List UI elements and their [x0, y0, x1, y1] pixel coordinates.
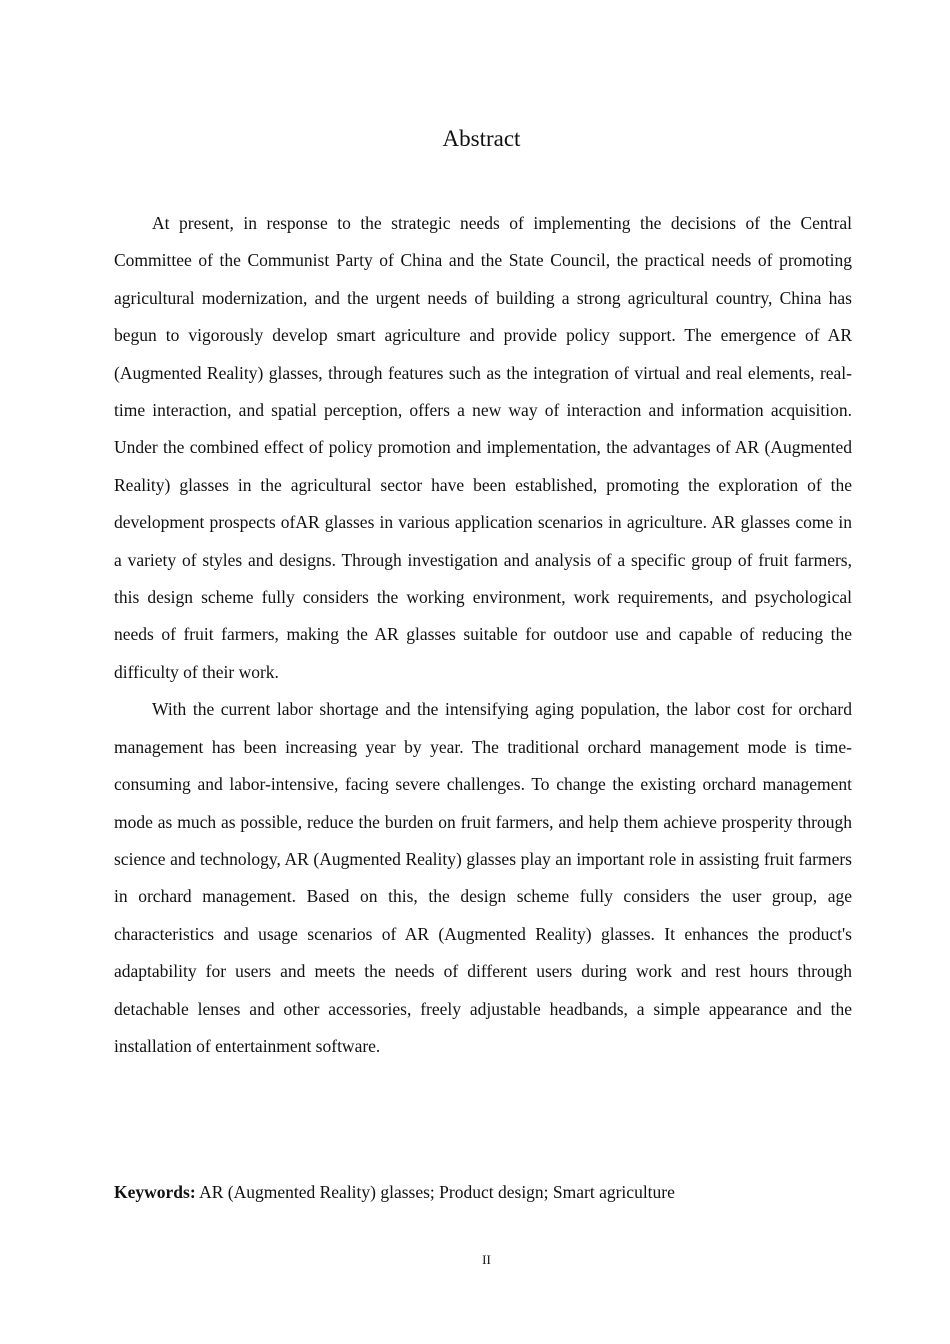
- abstract-paragraph-2: With the current labor shortage and the intensifying aging population, the labor cost for orchard management has been increasing year by year. The traditional orchard management mode is time-consuming and labor-intensive, facing severe challenges. To change the existing orchard management mode as much as possible, reduce the burden on fruit farmers, and help them achieve prosperity through science and technology, AR (Augmented Reality) glasses play an important role in assisting fruit farmers in orchard management. Based on this, the design scheme fully considers the user group, age characteristics and usage scenarios of AR (Augmented Reality) glasses. It enhances the product's adaptability for users and meets the needs of different users during work and rest hours through detachable lenses and other accessories, freely adjustable headbands, a simple appearance and the installation of entertainment software.: [114, 699, 852, 1056]
- keywords-label: Keywords:: [114, 1182, 196, 1202]
- abstract-body: [114, 205, 852, 1065]
- abstract-title: Abstract: [442, 126, 521, 151]
- page-number: II: [482, 1252, 491, 1267]
- keywords-text: AR (Augmented Reality) glasses; Product design; Smart agriculture: [199, 1182, 675, 1202]
- keywords-line: [114, 1177, 852, 1207]
- abstract-paragraph-1: At present, in response to the strategic needs of implementing the decisions of the Central Committee of the Communist Party of China and the State Council, the practical needs of promoting agricultural modernization, and the urgent needs of building a strong agricultural country, China has begun to vigorously develop smart agriculture and provide policy support. The emergence of AR (Augmented Reality) glasses, through features such as the integration of virtual and real elements, real-time interaction, and spatial perception, offers a new way of interaction and information acquisition. Under the combined effect of policy promotion and implementation, the advantages of AR (Augmented Reality) glasses in the agricultural sector have been established, promoting the exploration of the development prospects ofAR glasses in various application scenarios in agriculture. AR glasses come in a variety of styles and designs. Through investigation and analysis of a specific group of fruit farmers, this design scheme fully considers the working environment, work requirements, and psychological needs of fruit farmers, making the AR glasses suitable for outdoor use and capable of reducing the difficulty of their work.: [114, 213, 852, 682]
